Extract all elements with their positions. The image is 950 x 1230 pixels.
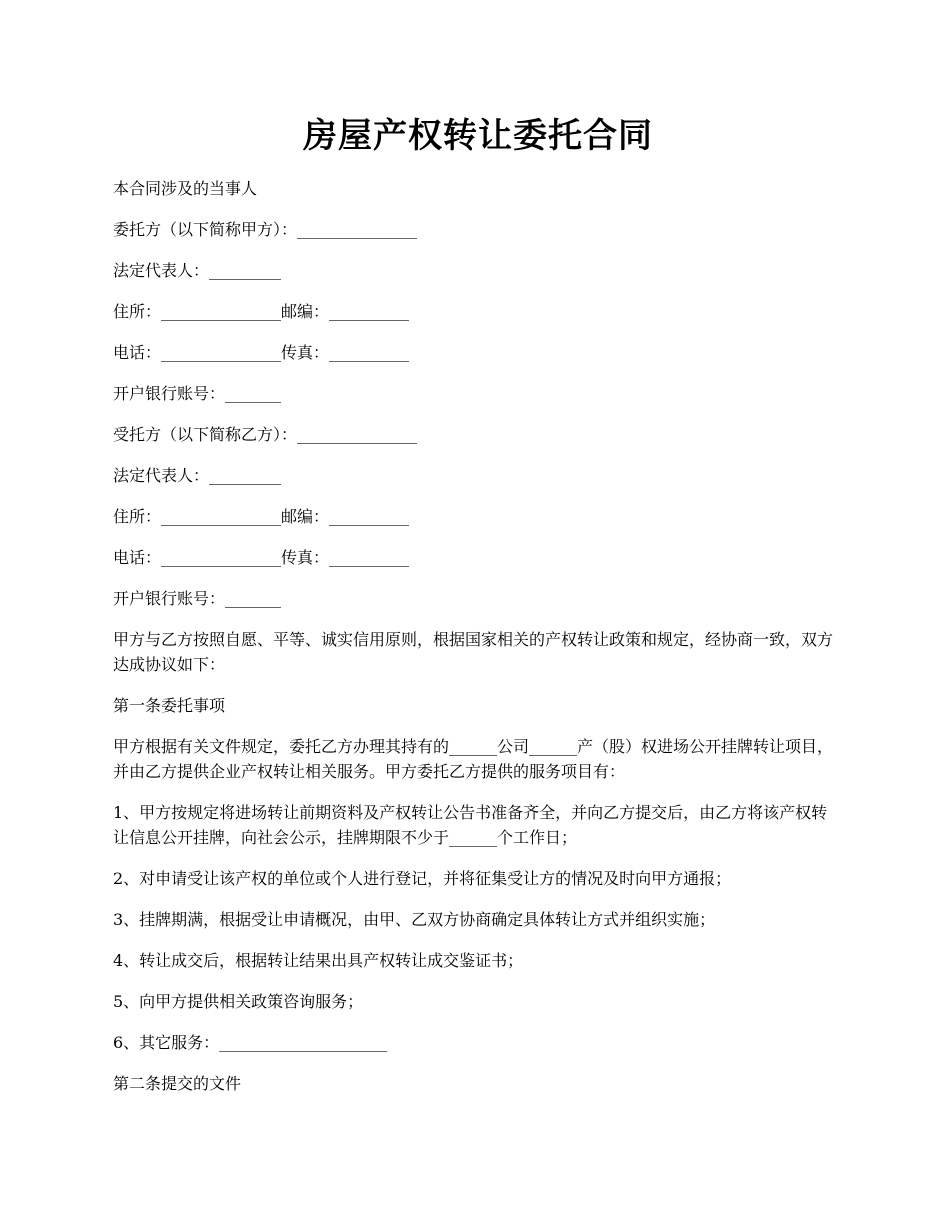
document-title: 房屋产权转让委托合同 bbox=[303, 116, 653, 156]
list-item-4: 4、转让成交后，根据转让结果出具产权转让成交鉴证书； bbox=[113, 951, 524, 970]
section-heading-2: 第二条提交的文件 bbox=[113, 1074, 242, 1093]
document-body bbox=[113, 176, 843, 1112]
paragraph-agent-legal-rep: 法定代表人：_________ bbox=[113, 466, 282, 485]
paragraph-principal-legal-rep: 法定代表人：_________ bbox=[113, 261, 282, 280]
section-heading-1: 第一条委托事项 bbox=[113, 696, 226, 715]
paragraph-principal-bank: 开户银行账号：_______ bbox=[113, 384, 282, 403]
paragraph-principal-address: 住所：_______________邮编：__________ bbox=[113, 302, 410, 321]
paragraph-preamble: 甲方与乙方按照自愿、平等、诚实信用原则，根据国家相关的产权转让政策和规定，经协商一致，双方达成协议如下： bbox=[113, 630, 834, 674]
paragraph-agent-bank: 开户银行账号：_______ bbox=[113, 589, 282, 608]
paragraph-agent: 受托方（以下简称乙方）：_______________ bbox=[113, 425, 418, 444]
list-item-1: 1、甲方按规定将进场转让前期资料及产权转让公告书准备齐全，并向乙方提交后，由乙方将该产权转让信息公开挂牌，向社会公示，挂牌期限不少于______个工作日； bbox=[113, 803, 828, 847]
paragraph-agent-address: 住所：_______________邮编：__________ bbox=[113, 507, 410, 526]
list-item-2: 2、对申请受让该产权的单位或个人进行登记，并将征集受让方的情况及时向甲方通报； bbox=[113, 869, 732, 888]
list-item-6: 6、其它服务：_____________________ bbox=[113, 1033, 388, 1052]
paragraph-entrustment: 甲方根据有关文件规定，委托乙方办理其持有的______公司______产（股）权进场公开挂牌转让项目，并由乙方提供企业产权转让相关服务。甲方委托乙方提供的服务项目有： bbox=[113, 737, 834, 781]
paragraph-agent-phone: 电话：_______________传真：__________ bbox=[113, 548, 410, 567]
paragraph-principal-phone: 电话：_______________传真：__________ bbox=[113, 343, 410, 362]
paragraph-parties-intro: 本合同涉及的当事人 bbox=[113, 179, 258, 198]
list-item-5: 5、向甲方提供相关政策咨询服务； bbox=[113, 992, 364, 1011]
list-item-3: 3、挂牌期满，根据受让申请概况，由甲、乙双方协商确定具体转让方式并组织实施； bbox=[113, 910, 716, 929]
paragraph-principal: 委托方（以下简称甲方）：_______________ bbox=[113, 220, 418, 239]
